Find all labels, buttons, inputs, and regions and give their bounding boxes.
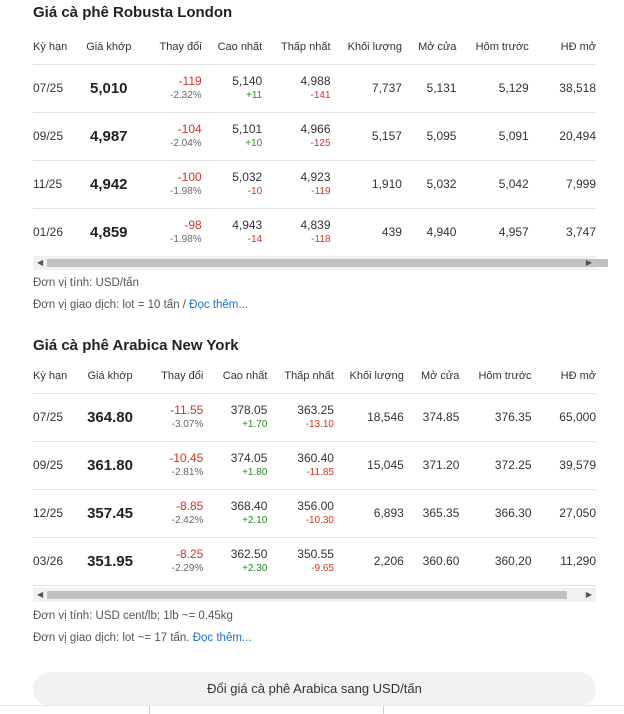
arabica-scrollbar[interactable] xyxy=(33,588,596,602)
high-change: +2.30 xyxy=(242,563,268,574)
high-change: +11 xyxy=(246,90,263,101)
robusta-scroll-thumb[interactable] xyxy=(47,259,608,267)
robusta-lot-text: Đơn vị giao dịch: lot = 10 tấn / xyxy=(33,299,190,311)
change-value: -8.25 xyxy=(175,547,204,561)
open-interest-cell: 11,290 xyxy=(532,537,596,585)
table-row xyxy=(33,112,596,160)
low-cell xyxy=(262,160,330,208)
change-cell xyxy=(140,393,204,441)
change-percent: -2.32% xyxy=(170,90,202,101)
low-change: -11.85 xyxy=(306,467,334,478)
col-header-open: Mở cửa xyxy=(404,359,460,393)
change-value: -8.85 xyxy=(175,499,204,513)
col-header-high: Cao nhất xyxy=(202,30,263,64)
volume-cell: 5,157 xyxy=(331,112,402,160)
term-cell: 09/25 xyxy=(33,112,82,160)
high-cell xyxy=(203,537,267,585)
open-interest-cell: 39,579 xyxy=(532,441,596,489)
robusta-unit-note: Đơn vị tính: USD/tấn xyxy=(33,277,139,289)
change-percent: -3.07% xyxy=(171,419,204,430)
bottom-divider xyxy=(0,705,624,706)
low-cell xyxy=(267,537,334,585)
volume-cell: 15,045 xyxy=(334,441,404,489)
change-value: -10.45 xyxy=(169,451,204,465)
robusta-header-row xyxy=(33,30,596,64)
convert-arabica-button[interactable]: Đổi giá cà phê Arabica sang USD/tấn xyxy=(33,672,596,706)
scroll-right-icon[interactable]: ▶ xyxy=(585,258,592,267)
col-header-volume: Khối lượng xyxy=(334,359,404,393)
prev-cell: 372.25 xyxy=(459,441,531,489)
arabica-unit-note: Đơn vị tính: USD cent/lb; 1lb ~= 0.45kg xyxy=(33,610,233,622)
prev-cell: 376.35 xyxy=(459,393,531,441)
low-cell xyxy=(267,489,334,537)
change-percent: -2.29% xyxy=(171,563,204,574)
low-value: 350.55 xyxy=(297,547,334,561)
col-header-term: Kỳ hạn xyxy=(33,30,82,64)
price-cell: 4,987 xyxy=(82,112,136,160)
high-change: +1.80 xyxy=(242,467,268,478)
robusta-scrollbar[interactable] xyxy=(33,256,596,270)
open-cell: 360.60 xyxy=(404,537,460,585)
change-value: -11.55 xyxy=(170,403,204,417)
low-change: -118 xyxy=(311,234,331,245)
low-cell xyxy=(262,64,330,112)
open-interest-cell: 7,999 xyxy=(529,160,596,208)
change-cell xyxy=(136,64,202,112)
high-value: 5,101 xyxy=(232,122,263,136)
price-cell: 4,942 xyxy=(82,160,136,208)
low-change: -141 xyxy=(310,90,331,101)
arabica-title: Giá cà phê Arabica New York xyxy=(33,337,239,354)
arabica-lot-note xyxy=(33,632,252,644)
change-value: -119 xyxy=(178,74,202,88)
high-value: 5,140 xyxy=(232,74,263,88)
open-cell: 5,131 xyxy=(402,64,457,112)
term-cell: 07/25 xyxy=(33,393,80,441)
change-cell xyxy=(140,537,204,585)
high-cell xyxy=(203,441,267,489)
change-cell xyxy=(140,489,204,537)
col-header-volume: Khối lượng xyxy=(331,30,402,64)
col-header-low: Thấp nhất xyxy=(262,30,330,64)
low-value: 4,988 xyxy=(300,74,331,88)
change-percent: -1.98% xyxy=(170,234,202,245)
col-header-open-interest: HĐ mở xyxy=(532,359,596,393)
open-interest-cell: 27,050 xyxy=(532,489,596,537)
change-value: -98 xyxy=(184,218,202,232)
volume-cell: 7,737 xyxy=(331,64,402,112)
low-value: 363.25 xyxy=(297,403,334,417)
low-cell xyxy=(262,112,330,160)
low-change: -9.65 xyxy=(311,563,334,574)
arabica-table xyxy=(33,359,596,586)
volume-cell: 1,910 xyxy=(331,160,402,208)
col-header-low: Thấp nhất xyxy=(267,359,334,393)
arabica-header-row xyxy=(33,359,596,393)
robusta-table-wrap[interactable] xyxy=(33,30,596,257)
volume-cell: 6,893 xyxy=(334,489,404,537)
change-percent: -2.04% xyxy=(170,138,202,149)
col-header-prev: Hôm trước xyxy=(459,359,531,393)
price-cell: 5,010 xyxy=(82,64,136,112)
high-cell xyxy=(203,393,267,441)
high-value: 362.50 xyxy=(230,547,268,561)
scroll-right-icon[interactable]: ▶ xyxy=(585,590,592,599)
price-cell: 364.80 xyxy=(80,393,139,441)
volume-cell: 18,546 xyxy=(334,393,404,441)
high-value: 368.40 xyxy=(230,499,268,513)
open-cell: 365.35 xyxy=(404,489,460,537)
volume-cell: 439 xyxy=(331,208,402,256)
table-row xyxy=(33,393,596,441)
high-cell xyxy=(202,208,263,256)
term-cell: 03/26 xyxy=(33,537,80,585)
volume-cell: 2,206 xyxy=(334,537,404,585)
low-change: -10.30 xyxy=(305,515,334,526)
high-value: 5,032 xyxy=(232,170,263,184)
low-value: 356.00 xyxy=(297,499,334,513)
low-value: 4,839 xyxy=(300,218,331,232)
high-change: +10 xyxy=(245,138,263,149)
price-cell: 357.45 xyxy=(80,489,139,537)
open-cell: 5,032 xyxy=(402,160,457,208)
open-cell: 5,095 xyxy=(402,112,457,160)
high-value: 378.05 xyxy=(230,403,268,417)
change-cell xyxy=(140,441,204,489)
term-cell: 11/25 xyxy=(33,160,82,208)
change-value: -100 xyxy=(177,170,202,184)
price-cell: 351.95 xyxy=(80,537,139,585)
open-cell: 374.85 xyxy=(404,393,460,441)
change-value: -104 xyxy=(177,122,202,136)
high-value: 4,943 xyxy=(232,218,263,232)
term-cell: 01/26 xyxy=(33,208,82,256)
low-cell xyxy=(267,393,334,441)
table-row xyxy=(33,441,596,489)
price-cell: 361.80 xyxy=(80,441,139,489)
col-header-open: Mở cửa xyxy=(402,30,457,64)
term-cell: 07/25 xyxy=(33,64,82,112)
arabica-lot-text: Đơn vị giao dịch: lot ~= 17 tấn. xyxy=(33,632,193,644)
table-row xyxy=(33,208,596,256)
col-header-term: Kỳ hạn xyxy=(33,359,80,393)
divider-tick xyxy=(149,706,150,714)
arabica-table-wrap[interactable] xyxy=(33,359,596,586)
arabica-read-more-link[interactable]: Đọc thêm... xyxy=(192,632,252,644)
low-change: -125 xyxy=(310,138,331,149)
prev-cell: 366.30 xyxy=(459,489,531,537)
low-value: 4,966 xyxy=(300,122,331,136)
col-header-change: Thay đổi xyxy=(140,359,204,393)
low-cell xyxy=(262,208,330,256)
robusta-title: Giá cà phê Robusta London xyxy=(33,4,233,21)
low-change: -13.10 xyxy=(305,419,334,430)
table-row xyxy=(33,489,596,537)
low-value: 4,923 xyxy=(300,170,331,184)
col-header-change: Thay đổi xyxy=(136,30,202,64)
scroll-left-icon[interactable]: ◀ xyxy=(37,258,44,267)
price-cell: 4,859 xyxy=(82,208,136,256)
col-header-open-interest: HĐ mở xyxy=(529,30,596,64)
arabica-scroll-thumb[interactable] xyxy=(47,591,567,599)
prev-cell: 5,129 xyxy=(456,64,528,112)
high-cell xyxy=(203,489,267,537)
open-cell: 371.20 xyxy=(404,441,460,489)
high-change: +1.70 xyxy=(242,419,268,430)
low-value: 360.40 xyxy=(297,451,334,465)
open-interest-cell: 38,518 xyxy=(529,64,596,112)
divider-tick xyxy=(383,706,384,714)
term-cell: 12/25 xyxy=(33,489,80,537)
robusta-lot-note xyxy=(33,299,248,311)
high-change: -10 xyxy=(247,186,263,197)
change-cell xyxy=(136,208,202,256)
open-interest-cell: 20,494 xyxy=(529,112,596,160)
col-header-price: Giá khớp xyxy=(80,359,139,393)
high-cell xyxy=(202,64,263,112)
table-row xyxy=(33,537,596,585)
change-percent: -2.81% xyxy=(171,467,204,478)
open-cell: 4,940 xyxy=(402,208,457,256)
table-row xyxy=(33,64,596,112)
high-change: -14 xyxy=(247,234,263,245)
change-cell xyxy=(136,160,202,208)
low-cell xyxy=(267,441,334,489)
col-header-high: Cao nhất xyxy=(203,359,267,393)
prev-cell: 5,042 xyxy=(456,160,528,208)
open-interest-cell: 3,747 xyxy=(529,208,596,256)
robusta-read-more-link[interactable]: Đọc thêm... xyxy=(189,299,248,311)
prev-cell: 360.20 xyxy=(459,537,531,585)
col-header-prev: Hôm trước xyxy=(456,30,528,64)
high-cell xyxy=(202,160,263,208)
table-row xyxy=(33,160,596,208)
scroll-left-icon[interactable]: ◀ xyxy=(37,590,44,599)
change-cell xyxy=(136,112,202,160)
prev-cell: 5,091 xyxy=(456,112,528,160)
prev-cell: 4,957 xyxy=(456,208,528,256)
change-percent: -1.98% xyxy=(170,186,202,197)
high-change: +2.10 xyxy=(242,515,268,526)
open-interest-cell: 65,000 xyxy=(532,393,596,441)
robusta-table xyxy=(33,30,596,257)
high-cell xyxy=(202,112,263,160)
low-change: -119 xyxy=(311,186,331,197)
change-percent: -2.42% xyxy=(171,515,204,526)
col-header-price: Giá khớp xyxy=(82,30,136,64)
high-value: 374.05 xyxy=(230,451,268,465)
term-cell: 09/25 xyxy=(33,441,80,489)
